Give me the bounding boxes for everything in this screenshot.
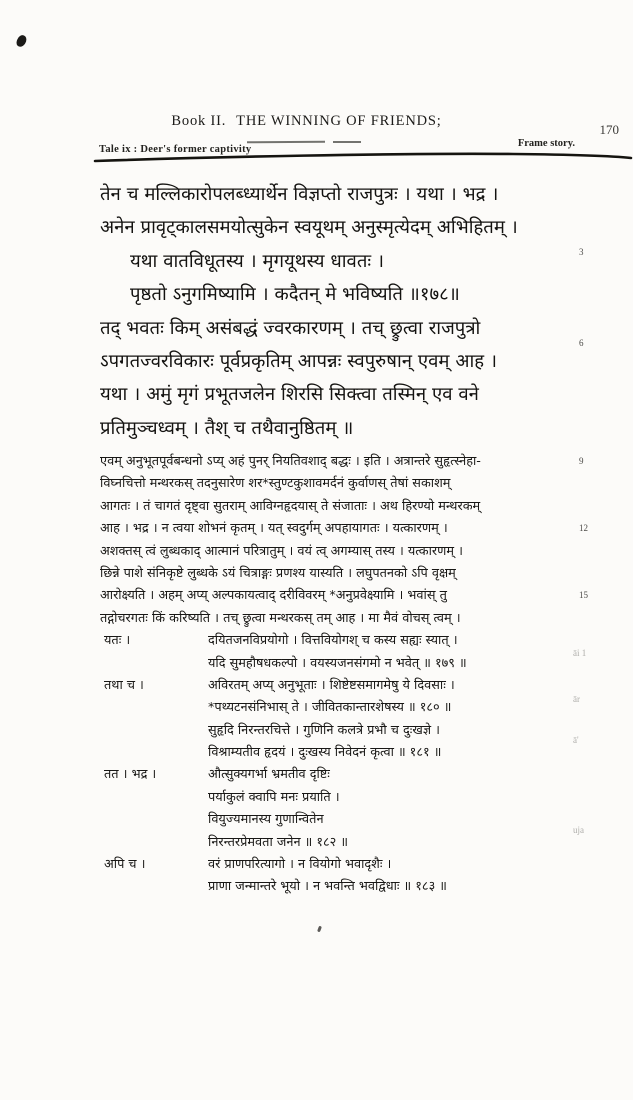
verse-intro-label: तत । भद्र । xyxy=(104,767,157,783)
sanskrit-text-line xyxy=(100,181,578,214)
sanskrit-text-line xyxy=(100,315,578,348)
text-content: आह । भद्र । न त्वया शोभनं कृतम् । यत् स्वदुर्गम् अपहायागतः । यत्कारणम् । xyxy=(100,521,448,537)
sanskrit-main-text xyxy=(100,181,578,448)
running-head-story: Frame story. xyxy=(517,138,575,149)
commentary-text-line xyxy=(100,473,592,495)
commentary-text-line xyxy=(100,608,592,630)
text-content: अविरतम् अप्य् अनुभूताः । शिष्टेष्टसमागमेषु ये दिवसाः । xyxy=(208,677,455,693)
text-content: दयितजनविप्रयोगो । वित्तवियोगश् च कस्य सह्यः स्यात् । xyxy=(208,633,458,649)
margin-faint-note xyxy=(573,648,586,658)
sanskrit-text-line xyxy=(100,281,578,314)
text-content: तद्गोचरगतः किं करिष्यति । तच् छ्रुत्वा मन्थरकस् तम् आह । मा मैवं वोचस् त्वम् । xyxy=(100,610,461,626)
margin-faint-note xyxy=(573,825,584,835)
text-content: विश्राम्यतीव हृदयं । दुःखस्य निवेदनं कृत्वा ॥ १८१ ॥ xyxy=(208,745,442,761)
text-content: प्रतिमुञ्चध्वम् । तैश् च तथैवानुष्ठितम् ॥ xyxy=(100,417,354,439)
text-content: प्राणा जन्मान्तरे भूयो । न भवन्ति भवद्विधाः ॥ १८३ ॥ xyxy=(208,879,447,895)
margin-faint-note xyxy=(573,694,580,704)
text-content: यदि सुमहौषधकल्पो । वयस्यजनसंगमो न भवेत् ॥ १७९ ॥ xyxy=(208,655,467,671)
commentary-text-line xyxy=(100,563,592,585)
commentary-text-line xyxy=(100,585,592,607)
margin-faint-note xyxy=(573,735,579,745)
page-header xyxy=(0,113,613,130)
text-content: ā' xyxy=(573,735,579,745)
text-content: uja xyxy=(573,825,584,835)
sanskrit-text-line xyxy=(100,348,578,381)
text-content: छिन्ने पाशे संनिकृष्टे लुब्धके ऽयं चित्राङ्गः प्रणश्य यास्यति । लघुपतनको ऽपि वृक्षम् xyxy=(100,565,456,581)
sanskrit-text-line xyxy=(100,415,578,448)
text-content: यथा वातविधूतस्य । मृगयूथस्य धावतः । xyxy=(130,250,385,272)
title-underline xyxy=(247,141,325,143)
text-content: 6 xyxy=(579,338,584,348)
text-content: यथा । अमुं मृगं प्रभूतजलेन शिरसि सिक्त्वा तस्मिन् एव वने xyxy=(100,384,479,406)
page-number: 170 xyxy=(599,122,619,137)
commentary-text-line xyxy=(100,876,592,898)
text-content: वियुज्यमानस्य गुणान्वितेन xyxy=(208,812,324,828)
sanskrit-text-line xyxy=(100,381,578,414)
text-content: सुहृदि निरन्तरचित्ते । गुणिनि कलत्रे प्रभौ च दुःखज्ञे । xyxy=(208,722,440,738)
commentary-text-line xyxy=(100,764,592,786)
commentary-text-line xyxy=(100,697,592,719)
text-content: āi 1 xyxy=(573,648,587,658)
scan-artifact xyxy=(15,34,27,48)
text-content: तेन च मल्लिकारोपलब्ध्यार्थेन विज्ञप्तो राजपुत्रः । यथा । भद्र । xyxy=(100,184,499,205)
text-content: अनेन प्रावृट्कालसमयोत्सुकेन स्वयूथम् अनुस्मृत्येदम् अभिहितम् । xyxy=(100,217,518,239)
margin-faint-notes xyxy=(573,0,631,1100)
text-content: एवम् अनुभूतपूर्वबन्धनो ऽप्य् अहं पुनर् नियतिवशाद् बद्धः । इति । अत्रान्तरे सुहृत्स्नेहा- xyxy=(100,454,481,469)
text-content: *पथ्यटनसंनिभास् ते । जीवितकान्तारशेषस्य ॥ १८० ॥ xyxy=(208,700,452,716)
commentary-text-line xyxy=(100,496,592,518)
running-head-tale: Tale ix : Deer's former captivity xyxy=(99,144,252,155)
text-content: 3 xyxy=(579,247,584,257)
text-content: विघ्नचित्तो मन्थरकस् तदनुसारेण शर*स्तुण्टकुशावमर्दनं कुर्वाणस् तेषां सकाशम् xyxy=(100,476,451,492)
commentary-text-line xyxy=(100,451,592,473)
commentary-text-line xyxy=(100,518,592,540)
text-content: अशक्तस् त्वं लुब्धकाद् आत्मानं परित्रातुम् । वयं त्व् अगम्यास् तस्य । यत्कारणम् । xyxy=(100,543,463,559)
text-content: औत्सुक्यगर्भा भ्रमतीव दृष्टिः xyxy=(208,767,330,783)
text-content: पर्याकुलं क्वापि मनः प्रयाति । xyxy=(208,789,340,805)
book-label: Book II. xyxy=(171,113,227,129)
title-underline xyxy=(333,141,361,143)
scan-artifact xyxy=(317,926,322,933)
verse-intro-label: अपि च । xyxy=(104,857,146,873)
commentary-text-line xyxy=(100,832,592,854)
text-content: निरन्तरप्रेमवता जनेन ॥ १८२ ॥ xyxy=(208,834,349,850)
text-content: तद् भवतः किम् असंबद्धं ज्वरकारणम् । तच् छ्रुत्वा राजपुत्रो xyxy=(100,317,481,339)
header-rule xyxy=(93,150,633,164)
verse-intro-label: तथा च । xyxy=(104,677,144,693)
sanskrit-text-line xyxy=(100,248,578,281)
commentary-text-line xyxy=(100,809,592,831)
commentary-text-line xyxy=(100,720,592,742)
commentary-text-line xyxy=(100,675,592,697)
text-content: आरोक्ष्यति । अहम् अप्य् अल्पकायत्वाद् दरीविवरम् *अनुप्रवेक्ष्यामि । भवांस् तु xyxy=(100,588,447,604)
text-content: आगतः । तं चागतं दृष्ट्वा सुतराम् आविग्नहृदयास् ते संजाताः । अथ हिरण्यो मन्थरकम् xyxy=(100,498,481,514)
text-content: पृष्ठतो ऽनुगमिष्यामि । कदैतन् मे भविष्यति ॥१७८॥ xyxy=(130,284,460,306)
sanskrit-text-line xyxy=(100,214,578,247)
verse-intro-label: यतः । xyxy=(104,633,131,649)
commentary-text-line xyxy=(100,541,592,563)
text-content: ऽपगतज्वरविकारः पूर्वप्रकृतिम् आपन्नः स्वपुरुषान् एवम् आह । xyxy=(100,350,497,372)
commentary-text-line xyxy=(100,787,592,809)
text-content: 15 xyxy=(579,590,588,600)
text-content: 12 xyxy=(579,523,588,533)
commentary-text-line xyxy=(100,742,592,764)
text-content: वरं प्राणपरित्यागो । न वियोगो भवादृशैः । xyxy=(208,857,392,873)
text-content: 9 xyxy=(579,456,584,466)
text-content: ār xyxy=(573,694,580,704)
commentary-text-line xyxy=(100,630,592,652)
book-title: THE WINNING OF FRIENDS; xyxy=(236,113,442,129)
sanskrit-commentary-text xyxy=(100,451,592,899)
commentary-text-line xyxy=(100,653,592,675)
commentary-text-line xyxy=(100,854,592,876)
